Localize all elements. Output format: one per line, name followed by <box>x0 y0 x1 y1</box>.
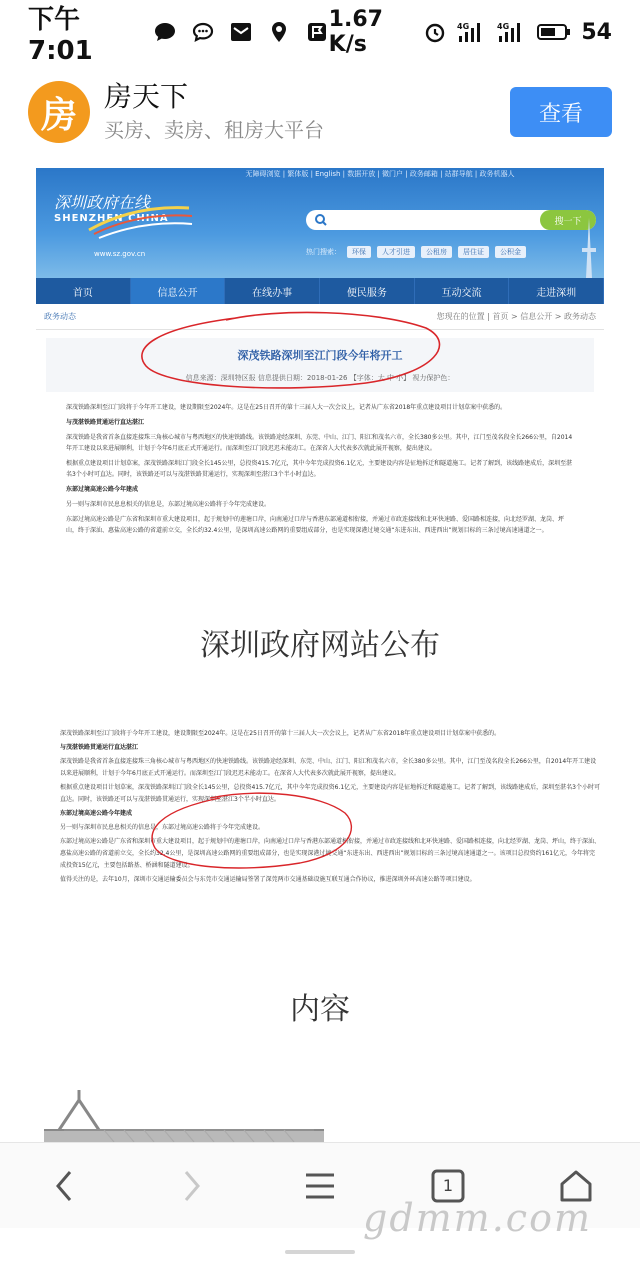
site-article-meta: 信息来源：深圳特区报 信息提供日期：2018-01-26 【字体：大 中 小】 视力保护色： <box>185 374 455 382</box>
app-logo <box>28 81 90 143</box>
site-nav-home[interactable]: 首页 <box>36 278 131 304</box>
content-paragraph: 深茂铁路是我省首条直接连接珠三角核心城市与粤西地区的快速铁路线。该铁路途经深圳、东莞、中山、江门、阳江和茂名六市，全长380多公里。其中，江门至茂名段全长266公里，自2014年开工建设以来进展顺利，计划于今年6月底正式开通运行。而深圳至江门段迟迟未能动工。在深省人大代表多次就此展开视察，提出建议。 <box>60 758 597 777</box>
status-bar <box>0 0 640 64</box>
signal-4g-icon <box>457 20 487 44</box>
svg-text:4G: 4G <box>457 22 470 31</box>
site-logo-swoosh-icon <box>84 200 194 240</box>
site-nav-info[interactable]: 信息公开 <box>131 278 226 304</box>
hot-tag[interactable]: 居住证 <box>458 246 489 258</box>
menu-lines-icon <box>304 1171 336 1201</box>
svg-text:4G: 4G <box>497 22 510 31</box>
content-subheading: 与茂湛铁路贯通运行直达湛江 <box>60 744 139 751</box>
watermark: gdmm.com <box>363 1196 592 1240</box>
hot-tag[interactable]: 人才引进 <box>377 246 415 258</box>
battery-icon <box>537 20 571 44</box>
site-top-links: 无障碍浏览 | 繁体版 | English | 数据开放 | 微门户 | 政务邮箱 | 站群导航 | 政务机器人 <box>245 170 515 178</box>
site-logo-cn: 深圳政府在线 <box>54 193 151 212</box>
tower-icon <box>574 218 604 278</box>
view-app-button[interactable]: 查看 <box>510 87 612 137</box>
content-paragraph: 另一则与深圳市民息息相关的信息是，东部过境高速公路将于今年完成建设。 <box>60 824 265 831</box>
crane-illustration-icon <box>44 1090 324 1142</box>
location-pin-icon <box>267 20 291 44</box>
site-nav-explore[interactable]: 走进深圳 <box>509 278 604 304</box>
status-system-info <box>329 7 612 57</box>
signal-4g-icon-2 <box>497 20 527 44</box>
site-breadcrumb <box>36 304 604 330</box>
content-subheading: 东部过境高速公路今年建成 <box>60 810 133 817</box>
site-breadcrumb-path: 您现在的位置 | 首页 > 信息公开 > 政务动态 <box>436 312 596 321</box>
site-paragraph: 深茂铁路是我省首条直接连接珠三角核心城市与粤西地区的快速铁路线。该铁路途经深圳、东莞、中山、江门、阳江和茂名六市，全长380多公里。其中，江门至茂名段全长266公里，自2014年开工建设以来进展顺利，计划于今年6月底正式开通运行。而深圳至江门段迟迟未能动工。在深省人大代表多次就此展开视察，提出建议。 <box>66 434 573 452</box>
status-notification-icons <box>153 20 329 44</box>
site-paragraph: 东部过境高速公路是广东省和深圳市重大建设项目，起于规划中的莲塘口岸，向南通过口岸与香港东部通道相衔接，并通过市政连接线和北环快速路、爱国路相连接，向北经罗湖、龙岗、坪山，终于深汕、惠盐高速公路的省道前立交，全长约32.4公里，是深圳高速公路网的重要组成部分，也是实现深港过境交通“东进东出、西进西出”规划目标的三条过境高速通道之一。 <box>66 516 565 534</box>
site-main-nav <box>36 278 604 304</box>
site-article-body <box>36 392 604 536</box>
article-content-screenshot <box>60 728 600 948</box>
content-paragraph: 东部过境高速公路是广东省和深圳市重大建设项目，起于规划中的莲塘口岸，向南通过口岸与香港东部通道相衔接，并通过市政连接线和北环快速路、爱国路相连接，向北经罗湖、龙岗、坪山，终于深汕、惠盐高速公路的省道前立交，全长约32.4公里，是深圳高速公路网的重要组成部分，也是实现深港过境交通“东进东出、西进西出”规划目标的三条过境高速通道之一。该项目总投资约161亿元，今年将完成投资15亿元，主要包括路基、桥涵和隧道建设。 <box>60 838 600 869</box>
site-subheading: 与茂湛铁路贯通运行直达湛江 <box>66 419 145 426</box>
app-tagline: 买房、卖房、租房大平台 <box>104 118 324 142</box>
search-icon <box>314 213 328 227</box>
back-button[interactable] <box>34 1156 94 1216</box>
site-logo <box>54 190 169 258</box>
app-download-banner <box>0 66 640 158</box>
site-nav-service[interactable]: 在线办事 <box>225 278 320 304</box>
chat-bubble-icon <box>191 20 215 44</box>
home-indicator[interactable] <box>285 1250 355 1254</box>
site-paragraph: 根据重点建设项目计划草案，深茂铁路深圳江门段全长145公里，总投资415.7亿元，其中今年完成投资6.1亿元，主要建设内容是征地拆迁和隧道施工。记者了解到，该线路建成后，深圳至湛名3个小时可直达。同时，该铁路还可以与茂湛铁路贯通运行，实现深圳至湛江3个半小时直达。 <box>66 460 573 478</box>
hot-tag[interactable]: 公积金 <box>495 246 526 258</box>
site-logo-url: www.sz.gov.cn <box>94 250 146 258</box>
site-search-input[interactable] <box>306 210 596 230</box>
site-paragraph: 另一则与深圳市民息息相关的信息是，东部过境高速公路将于今年完成建设。 <box>66 501 271 508</box>
app-name: 房天下 <box>104 80 189 113</box>
site-header <box>36 168 604 278</box>
site-paragraph: 深茂铁路深圳至江门段将于今年开工建设，建设期限至2024年。这是在25日召开的第十三届人大一次会议上，记者从广东省2018年重点建设项目计划草案中获悉的。 <box>66 404 507 411</box>
site-article-header <box>46 338 594 392</box>
site-hot-label: 热门搜索： <box>306 248 341 256</box>
hot-tag[interactable]: 公租房 <box>421 246 452 258</box>
tab-count: 1 <box>442 1176 454 1195</box>
content-paragraph: 值得关注的是，去年10月，深圳市交通运输委员会与东莞市交通运输局签署了深莞两市交通基础设施互联互通合作协议，推进深圳外环高速公路等项目建设。 <box>60 876 476 883</box>
site-hot-searches <box>306 246 526 258</box>
site-logo-en: SHENZHEN CHINA <box>54 213 169 224</box>
content-paragraph: 根据重点建设项目计划草案，深茂铁路深圳江门段全长145公里，总投资415.7亿元，其中今年完成投资6.1亿元，主要建设内容是征地拆迁和隧道施工。记者了解到，该线路建成后，深圳至湛名3个小时可直达。同时，该铁路还可以与茂湛铁路贯通运行，实现深圳至湛江3个半小时直达。 <box>60 784 600 803</box>
alarm-icon <box>423 20 447 44</box>
status-time: 下午7:01 <box>28 4 93 66</box>
app-logo-char: 房 <box>40 94 77 136</box>
site-nav-convenience[interactable]: 便民服务 <box>320 278 415 304</box>
site-search-button[interactable]: 搜一下 <box>540 210 596 230</box>
network-speed: 1.67 K/s <box>328 7 383 57</box>
gov-website-screenshot <box>36 168 604 598</box>
battery-level: 54 <box>581 19 612 45</box>
mail-icon <box>229 20 253 44</box>
site-nav-interact[interactable]: 互动交流 <box>415 278 510 304</box>
site-section-label[interactable]: 政务动态 <box>44 312 76 321</box>
message-bubble-icon <box>153 20 177 44</box>
hot-tag[interactable]: 环保 <box>347 246 371 258</box>
site-article-title: 深茂铁路深圳至江门段今年将开工 <box>237 349 403 362</box>
app-info <box>104 79 324 145</box>
caption-gov-site: 深圳政府网站公布 <box>200 628 440 663</box>
chevron-left-icon <box>52 1168 76 1204</box>
caption-content: 内容 <box>290 992 350 1027</box>
flag-icon <box>305 20 329 44</box>
site-subheading: 东部过境高速公路今年建成 <box>66 486 139 493</box>
chevron-right-icon <box>180 1168 204 1204</box>
forward-button[interactable] <box>162 1156 222 1216</box>
menu-button[interactable] <box>290 1156 350 1216</box>
content-paragraph: 深茂铁路深圳至江门段将于今年开工建设，建设期限至2024年。这是在25日召开的第十三届人大一次会议上，记者从广东省2018年重点建设项目计划草案中获悉的。 <box>60 730 501 737</box>
